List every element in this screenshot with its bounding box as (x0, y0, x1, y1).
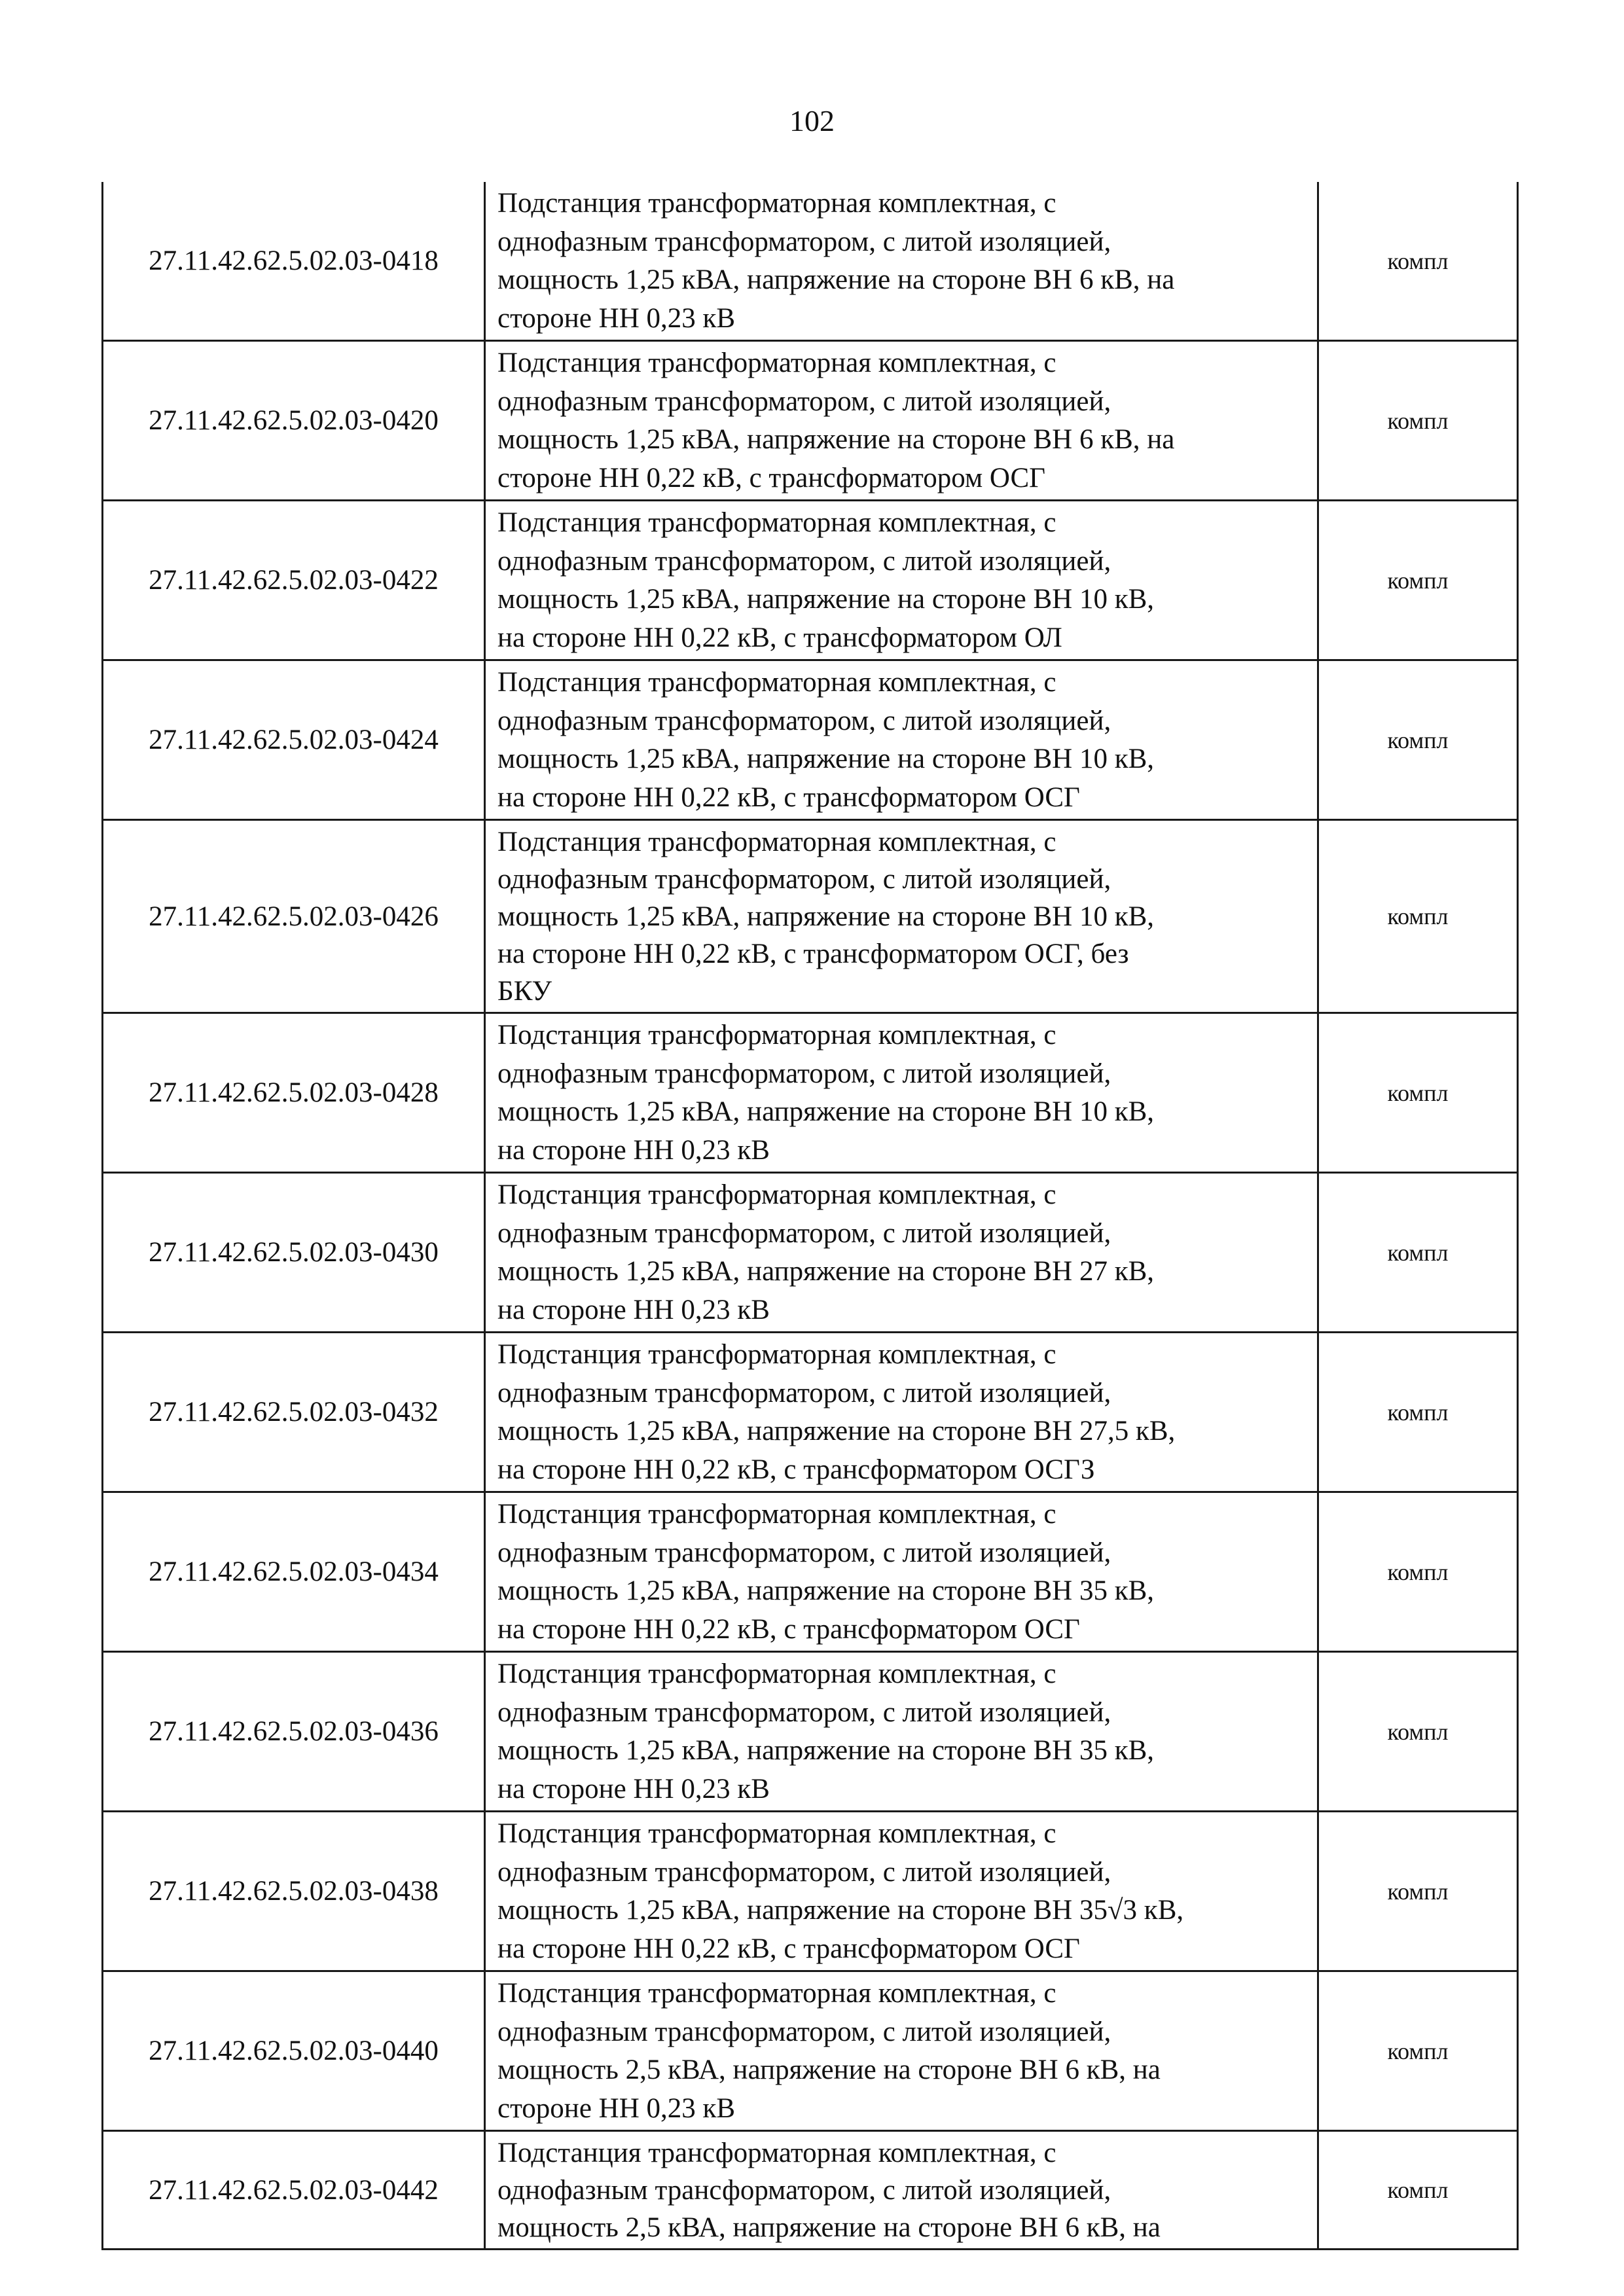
item-description: Подстанция трансформаторная комплектная, с однофазным трансформатором, с литой изоляцией, мощность 1,25 кВА, напряжение на стороне ВН 10 кВ, на стороне НН 0,23 кВ (485, 1013, 1318, 1173)
item-description: Подстанция трансформаторная комплектная, с однофазным трансформатором, с литой изоляцией, мощность 1,25 кВА, напряжение на стороне ВН 10 кВ, на стороне НН 0,22 кВ, с трансформатором ОСГ (485, 660, 1318, 820)
item-unit: компл (1318, 1812, 1518, 1971)
table-row (103, 2131, 1518, 2250)
item-description: Подстанция трансформаторная комплектная, с однофазным трансформатором, с литой изоляцией, мощность 1,25 кВА, напряжение на стороне ВН 35 кВ, на стороне НН 0,23 кВ (485, 1652, 1318, 1812)
item-description: Подстанция трансформаторная комплектная, с однофазным трансформатором, с литой изоляцией, мощность 1,25 кВА, напряжение на стороне ВН 35 кВ, на стороне НН 0,22 кВ, с трансформатором ОСГ (485, 1492, 1318, 1652)
item-unit: компл (1318, 182, 1518, 341)
item-description: Подстанция трансформаторная комплектная, с однофазным трансформатором, с литой изоляцией, мощность 1,25 кВА, напряжение на стороне ВН 6 кВ, на стороне НН 0,23 кВ (485, 182, 1318, 341)
item-code: 27.11.42.62.5.02.03-0438 (103, 1812, 485, 1971)
item-code: 27.11.42.62.5.02.03-0442 (103, 2131, 485, 2250)
item-description: Подстанция трансформаторная комплектная, с однофазным трансформатором, с литой изоляцией, мощность 1,25 кВА, напряжение на стороне ВН 27 кВ, на стороне НН 0,23 кВ (485, 1173, 1318, 1333)
item-description: Подстанция трансформаторная комплектная, с однофазным трансформатором, с литой изоляцией, мощность 1,25 кВА, напряжение на стороне ВН 10 кВ, на стороне НН 0,22 кВ, с трансформатором ОЛ (485, 501, 1318, 660)
table-row (103, 660, 1518, 820)
table-row (103, 1492, 1518, 1652)
item-code: 27.11.42.62.5.02.03-0440 (103, 1971, 485, 2131)
item-unit: компл (1318, 1013, 1518, 1173)
item-unit: компл (1318, 1333, 1518, 1492)
item-code: 27.11.42.62.5.02.03-0426 (103, 820, 485, 1013)
item-code: 27.11.42.62.5.02.03-0428 (103, 1013, 485, 1173)
item-code: 27.11.42.62.5.02.03-0434 (103, 1492, 485, 1652)
item-unit: компл (1318, 1173, 1518, 1333)
item-unit: компл (1318, 1971, 1518, 2131)
table-row (103, 341, 1518, 501)
table-row (103, 1333, 1518, 1492)
item-code: 27.11.42.62.5.02.03-0436 (103, 1652, 485, 1812)
item-description: Подстанция трансформаторная комплектная, с однофазным трансформатором, с литой изоляцией, мощность 1,25 кВА, напряжение на стороне ВН 6 кВ, на стороне НН 0,22 кВ, с трансформатором ОСГ (485, 341, 1318, 501)
item-unit: компл (1318, 1492, 1518, 1652)
table-row (103, 1173, 1518, 1333)
table-row (103, 501, 1518, 660)
item-code: 27.11.42.62.5.02.03-0430 (103, 1173, 485, 1333)
item-code: 27.11.42.62.5.02.03-0424 (103, 660, 485, 820)
item-description: Подстанция трансформаторная комплектная, с однофазным трансформатором, с литой изоляцией, мощность 1,25 кВА, напряжение на стороне ВН 35√3 кВ, на стороне НН 0,22 кВ, с трансформатором ОСГ (485, 1812, 1318, 1971)
item-unit: компл (1318, 2131, 1518, 2250)
item-code: 27.11.42.62.5.02.03-0422 (103, 501, 485, 660)
item-unit: компл (1318, 501, 1518, 660)
page-number: 102 (789, 104, 835, 137)
item-unit: компл (1318, 341, 1518, 501)
product-table (101, 182, 1519, 2250)
item-description: Подстанция трансформаторная комплектная, с однофазным трансформатором, с литой изоляцией, мощность 2,5 кВА, напряжение на стороне ВН 6 кВ, на (485, 2131, 1318, 2250)
table-row (103, 1971, 1518, 2131)
table-row (103, 1013, 1518, 1173)
item-code: 27.11.42.62.5.02.03-0420 (103, 341, 485, 501)
item-code: 27.11.42.62.5.02.03-0432 (103, 1333, 485, 1492)
item-description: Подстанция трансформаторная комплектная, с однофазным трансформатором, с литой изоляцией, мощность 1,25 кВА, напряжение на стороне ВН 10 кВ, на стороне НН 0,22 кВ, с трансформатором ОСГ, без БКУ (485, 820, 1318, 1013)
table-row (103, 1652, 1518, 1812)
item-unit: компл (1318, 660, 1518, 820)
table-row (103, 182, 1518, 341)
item-description: Подстанция трансформаторная комплектная, с однофазным трансформатором, с литой изоляцией, мощность 1,25 кВА, напряжение на стороне ВН 27,5 кВ, на стороне НН 0,22 кВ, с трансформатором ОСГЗ (485, 1333, 1318, 1492)
item-code: 27.11.42.62.5.02.03-0418 (103, 182, 485, 341)
table-row (103, 1812, 1518, 1971)
item-description: Подстанция трансформаторная комплектная, с однофазным трансформатором, с литой изоляцией, мощность 2,5 кВА, напряжение на стороне ВН 6 кВ, на стороне НН 0,23 кВ (485, 1971, 1318, 2131)
item-unit: компл (1318, 1652, 1518, 1812)
item-unit: компл (1318, 820, 1518, 1013)
table-row (103, 820, 1518, 1013)
